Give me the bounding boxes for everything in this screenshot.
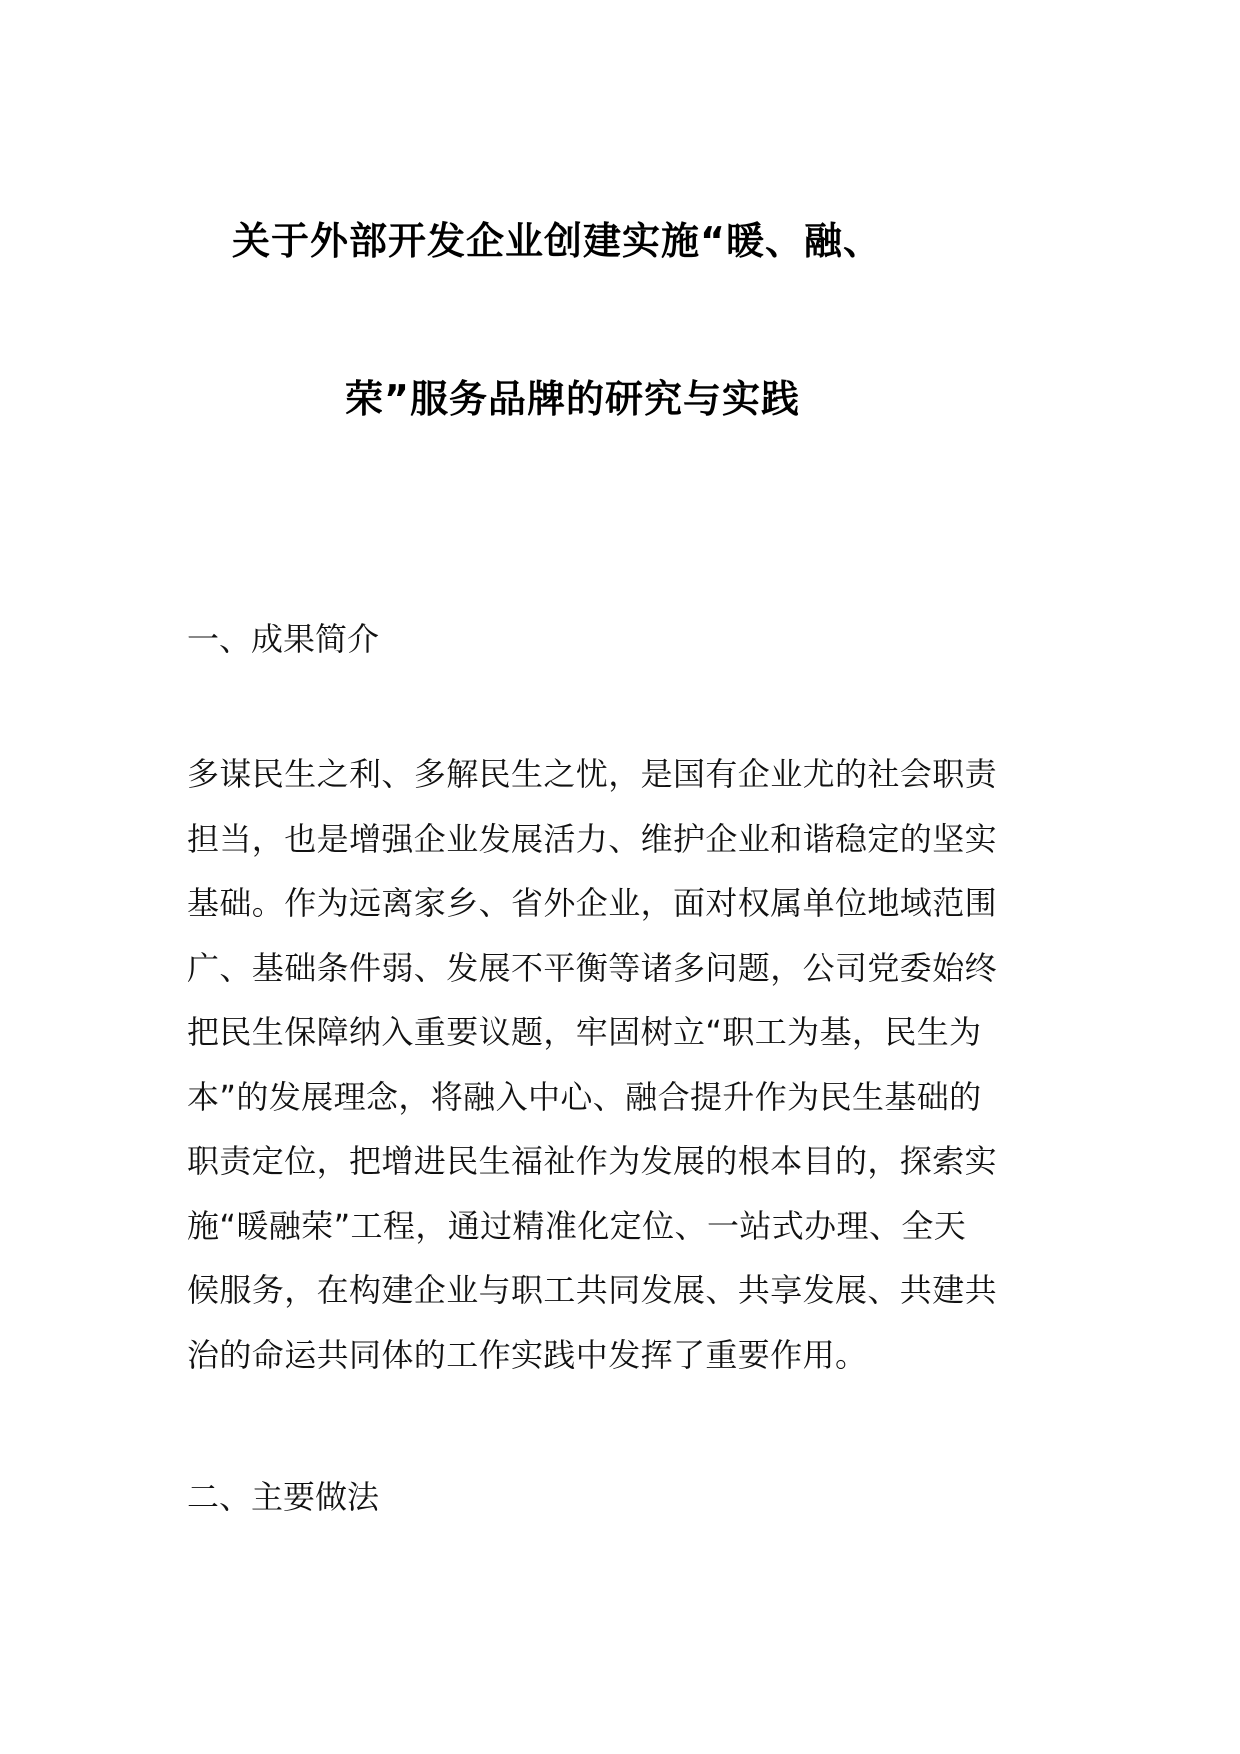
paragraph-line: 治的命运共同体的工作实践中发挥了重要作用。: [187, 1335, 868, 1374]
paragraph-line: 把民生保障纳入重要议题，牢固树立“职工为基，民生为: [187, 1013, 982, 1051]
paragraph-line: 担当，也是增强企业发展活力、维护企业和谐稳定的坚实: [187, 819, 998, 858]
paragraph-line: 基础。作为远离家乡、省外企业，面对权属单位地域范围: [187, 884, 998, 922]
paragraph-line: 候服务，在构建企业与职工共同发展、共享发展、共建共: [187, 1271, 998, 1309]
section-heading-achievement-summary: 一、成果简介: [187, 620, 380, 658]
paragraph-line: 广、基础条件弱、发展不平衡等诸多问题，公司党委始终: [187, 948, 998, 987]
paragraph-line: 施“暖融荣”工程，通过精准化定位、一站式办理、全天: [187, 1206, 967, 1245]
paragraph-line: 职责定位，把增进民生福祉作为发展的根本目的，探索实: [187, 1142, 998, 1180]
paragraph-line: 本”的发展理念，将融入中心、融合提升作为民生基础的: [187, 1077, 982, 1116]
section-1-paragraph: [187, 742, 1057, 1387]
section-heading-main-practices: 二、主要做法: [187, 1478, 380, 1516]
document-title-line-1: 关于外部开发企业创建实施“暖、融、: [232, 219, 882, 263]
document-title-line-2: 荣”服务品牌的研究与实践: [345, 377, 800, 421]
paragraph-line: 多谋民生之利、多解民生之忧，是国有企业尤的社会职责: [187, 755, 998, 793]
